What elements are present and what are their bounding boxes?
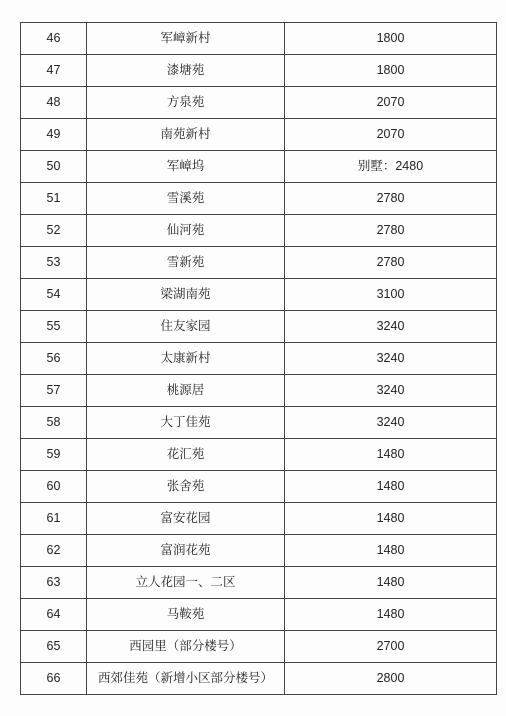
table-row [21,503,497,535]
value-cell: 1480 [285,599,497,631]
table-row [21,119,497,151]
table-row [21,663,497,695]
value-cell: 1480 [285,439,497,471]
table-row [21,279,497,311]
row-number-cell: 62 [21,535,87,567]
row-number-cell: 55 [21,311,87,343]
value-cell: 1480 [285,567,497,599]
table-row [21,23,497,55]
row-number-cell: 58 [21,407,87,439]
table-row [21,375,497,407]
community-name-cell: 立人花园一、二区 [87,567,285,599]
row-number-cell: 48 [21,87,87,119]
row-number-cell: 54 [21,279,87,311]
table-row [21,407,497,439]
table-row [21,631,497,663]
community-name-cell: 太康新村 [87,343,285,375]
community-name-cell: 大丁佳苑 [87,407,285,439]
row-number-cell: 56 [21,343,87,375]
community-name-cell: 方泉苑 [87,87,285,119]
value-cell: 3240 [285,311,497,343]
community-name-cell: 桃源居 [87,375,285,407]
community-name-cell: 梁湖南苑 [87,279,285,311]
row-number-cell: 63 [21,567,87,599]
community-name-cell: 花汇苑 [87,439,285,471]
value-cell: 1800 [285,23,497,55]
community-name-cell: 仙河苑 [87,215,285,247]
value-cell: 2780 [285,183,497,215]
table-row [21,183,497,215]
community-name-cell: 军嶂坞 [87,151,285,183]
community-name-cell: 雪新苑 [87,247,285,279]
value-cell: 2070 [285,119,497,151]
community-name-cell: 雪溪苑 [87,183,285,215]
community-name-cell: 西园里（部分楼号） [87,631,285,663]
row-number-cell: 50 [21,151,87,183]
community-name-cell: 南苑新村 [87,119,285,151]
row-number-cell: 66 [21,663,87,695]
value-cell: 别墅：2480 [285,151,497,183]
table-row [21,215,497,247]
table-row [21,87,497,119]
community-name-cell: 住友家园 [87,311,285,343]
community-name-cell: 张舍苑 [87,471,285,503]
row-number-cell: 49 [21,119,87,151]
table-row [21,567,497,599]
table-row [21,471,497,503]
row-number-cell: 51 [21,183,87,215]
table-row [21,535,497,567]
value-cell: 1480 [285,471,497,503]
row-number-cell: 52 [21,215,87,247]
value-cell: 3240 [285,407,497,439]
value-cell: 3240 [285,343,497,375]
community-name-cell: 富润花苑 [87,535,285,567]
row-number-cell: 64 [21,599,87,631]
community-name-cell: 西郊佳苑（新增小区部分楼号） [87,663,285,695]
table-row [21,151,497,183]
value-cell: 2780 [285,247,497,279]
community-name-cell: 漆塘苑 [87,55,285,87]
row-number-cell: 53 [21,247,87,279]
value-cell: 2700 [285,631,497,663]
value-cell: 2070 [285,87,497,119]
row-number-cell: 60 [21,471,87,503]
table-body [21,23,497,695]
row-number-cell: 61 [21,503,87,535]
row-number-cell: 47 [21,55,87,87]
table-row [21,599,497,631]
community-name-cell: 富安花园 [87,503,285,535]
value-cell: 2800 [285,663,497,695]
value-cell: 2780 [285,215,497,247]
value-cell: 3240 [285,375,497,407]
table-row [21,343,497,375]
data-table [20,22,497,695]
community-name-cell: 马鞍苑 [87,599,285,631]
table-row [21,55,497,87]
row-number-cell: 57 [21,375,87,407]
value-cell: 1800 [285,55,497,87]
value-cell: 3100 [285,279,497,311]
value-cell: 1480 [285,503,497,535]
row-number-cell: 65 [21,631,87,663]
row-number-cell: 59 [21,439,87,471]
table-row [21,247,497,279]
value-cell: 1480 [285,535,497,567]
table-row [21,439,497,471]
row-number-cell: 46 [21,23,87,55]
table-row [21,311,497,343]
community-name-cell: 军嶂新村 [87,23,285,55]
